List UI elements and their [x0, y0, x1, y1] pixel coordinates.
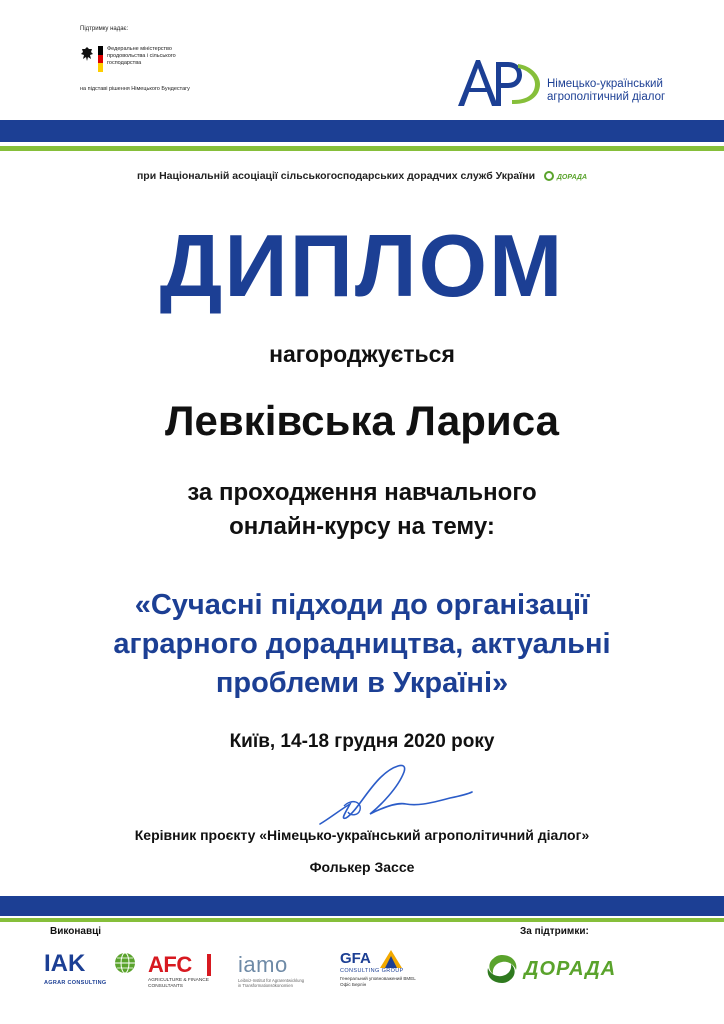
- iamo-logo: [238, 952, 328, 992]
- iamo-text: iamo: [238, 952, 288, 977]
- federal-eagle-icon: [80, 46, 94, 62]
- afc-subtitle: [148, 978, 209, 990]
- afc-logo: [148, 952, 234, 992]
- course-line1: «Сучасні підходи до організації: [134, 589, 590, 621]
- course-title: [0, 586, 724, 703]
- gfa-subtitle-line1: Генеральний уповноважений BMEL: [340, 976, 416, 981]
- bundestag-note: на підставі рішення Німецького Бундестагу: [80, 86, 190, 92]
- apd-logo: [456, 54, 546, 110]
- afc-subtitle-line1: AGRICULTURE & FINANCE: [148, 978, 209, 983]
- afc-mark-icon: [206, 954, 212, 976]
- course-line3: проблеми в Україні»: [215, 667, 509, 699]
- project-leader-name: Фолькер Зассе: [309, 859, 415, 875]
- top-blue-stripe: [0, 120, 724, 142]
- course-line2: аграрного дорадництва, актуальні: [113, 628, 611, 660]
- apd-title: [547, 78, 665, 104]
- iak-logo: [44, 950, 136, 992]
- bottom-green-stripe: [0, 918, 724, 922]
- gfa-logo: [340, 950, 440, 994]
- afc-text: AFC: [148, 952, 192, 977]
- ministry-logo: [80, 46, 220, 72]
- dorada-logo: [484, 950, 634, 990]
- support-label: Підтримку надає:: [80, 26, 129, 32]
- dorada-mini-text: ДОРАДА: [556, 174, 588, 182]
- supported-label: За підтримки:: [520, 926, 589, 937]
- association-line: [0, 170, 724, 182]
- top-green-stripe: [0, 146, 724, 151]
- iak-text: IAK: [44, 950, 86, 977]
- gfa-text: GFA: [340, 950, 371, 967]
- reason-line2: онлайн-курсу на тему:: [229, 513, 495, 540]
- iamo-subtitle: [238, 978, 328, 988]
- project-leader-title: Керівник проєкту «Німецько-український агрополітичний діалог»: [134, 827, 590, 843]
- signature: [300, 758, 480, 832]
- dorada-swirl-icon: [544, 171, 554, 181]
- german-flag-icon: [98, 46, 103, 72]
- association-text: при Національній асоціації сільськогосподарських дорадчих служб України: [136, 170, 536, 182]
- afc-subtitle-line2: CONSULTANTS: [148, 984, 184, 989]
- dorada-swirl-logo-icon: [484, 952, 520, 986]
- recipient-name: Левківська Лариса: [165, 397, 559, 444]
- ministry-name: Федеральне міністерство продовольства і сільського господарства: [107, 46, 176, 66]
- gfa-consulting-group: CONSULTING GROUP: [340, 968, 404, 974]
- diploma-title: ДИПЛОМ: [159, 216, 565, 315]
- gfa-subtitle: [340, 976, 440, 988]
- place-date: Київ, 14-18 грудня 2020 року: [229, 731, 495, 752]
- iak-subtitle: AGRAR CONSULTING: [44, 980, 107, 986]
- reason-text: [0, 476, 724, 544]
- iamo-subtitle-line1: Leibniz-Institut für Agrarentwicklung: [238, 978, 305, 983]
- apd-title-line2: агрополітичний діалог: [547, 91, 666, 103]
- dorada-mini-logo: [544, 170, 587, 182]
- reason-line1: за проходження навчального: [187, 479, 537, 506]
- gfa-subtitle-line2: Офіс Берлін: [340, 981, 367, 987]
- bottom-blue-stripe: [0, 896, 724, 916]
- iamo-subtitle-line2: in Transformationsökonomien: [238, 983, 293, 989]
- executors-label: Виконавці: [50, 926, 102, 937]
- apd-title-line1: Німецько-український: [547, 78, 663, 90]
- globe-icon: [114, 952, 136, 974]
- dorada-text: ДОРАДА: [524, 958, 617, 980]
- gfa-triangle-icon: [380, 950, 402, 968]
- ministry-support-block: [80, 26, 220, 93]
- awarded-text: нагороджується: [269, 341, 455, 367]
